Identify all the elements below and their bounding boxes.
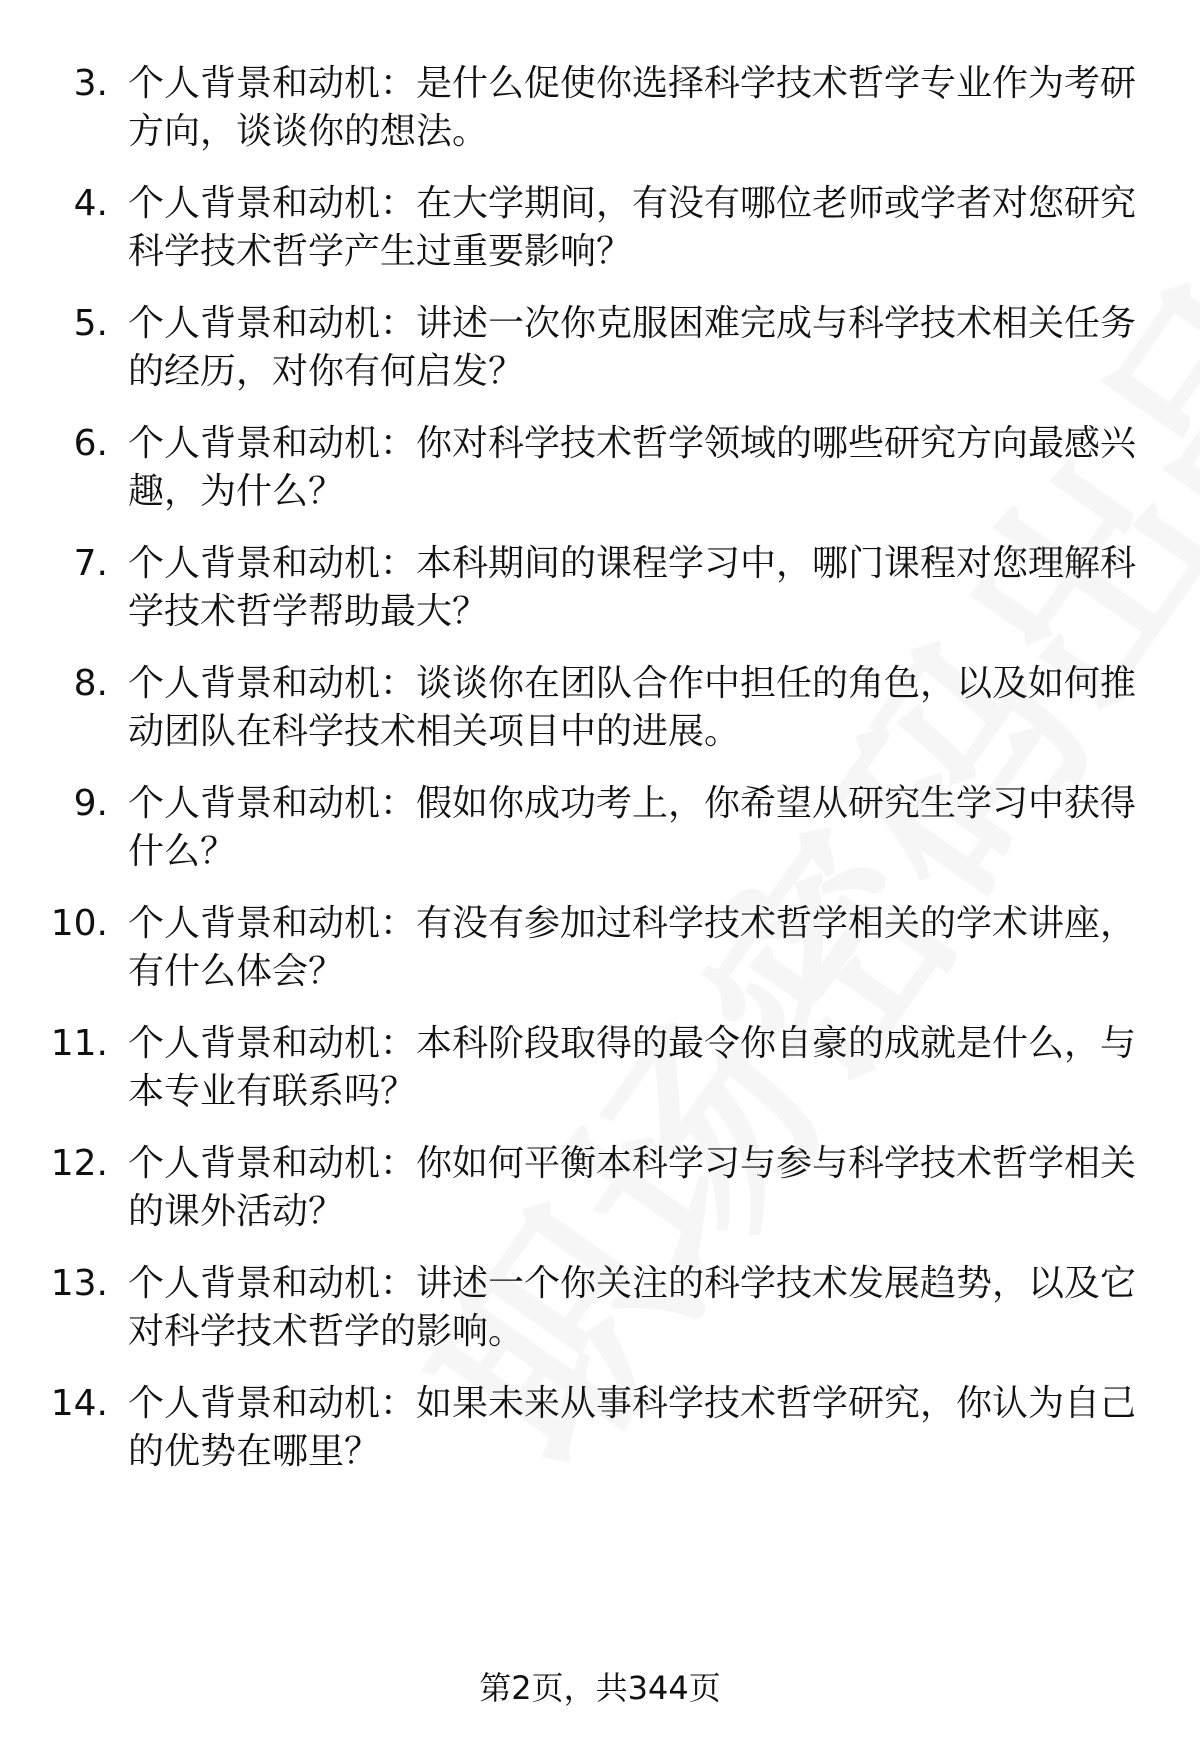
question-text-line: 个人背景和动机：本科阶段取得的最令你自豪的成就是什么，与 (128, 1023, 1137, 1064)
question-text (128, 180, 1138, 276)
question-text-line: 科学技术哲学产生过重要影响？ (128, 231, 633, 272)
question-number: 8. (73, 663, 108, 704)
question-text (128, 300, 1138, 396)
question-text-line: 个人背景和动机：如果未来从事科学技术哲学研究，你认为自己 (128, 1383, 1137, 1424)
question-text-line: 的经历，对你有何启发？ (128, 351, 525, 392)
question-number: 9. (73, 783, 108, 824)
question-text-line: 个人背景和动机：本科期间的课程学习中，哪门课程对您理解科 (128, 543, 1137, 584)
question-number: 11. (50, 1023, 108, 1064)
question-text (128, 540, 1138, 636)
question-text (128, 1020, 1138, 1116)
question-number: 12. (50, 1143, 108, 1184)
question-text (128, 1260, 1138, 1356)
question-text-line: 个人背景和动机：讲述一次你克服困难完成与科学技术相关任务 (128, 303, 1137, 344)
question-text-line: 的优势在哪里？ (128, 1431, 381, 1472)
question-text (128, 1140, 1138, 1236)
question-number: 4. (73, 183, 108, 224)
question-text-line: 有什么体会？ (128, 951, 345, 992)
question-number: 7. (73, 543, 108, 584)
question-text-line: 个人背景和动机：假如你成功考上，你希望从研究生学习中获得 (128, 783, 1137, 824)
question-text-line: 动团队在科学技术相关项目中的进展。 (128, 711, 741, 752)
question-text-line: 方向，谈谈你的想法。 (128, 111, 489, 152)
question-text-line: 个人背景和动机：在大学期间，有没有哪位老师或学者对您研究 (128, 183, 1137, 224)
question-number: 6. (73, 423, 108, 464)
question-text-line: 什么？ (128, 831, 237, 872)
question-text-line: 对科学技术哲学的影响。 (128, 1311, 525, 1352)
question-text-line: 个人背景和动机：是什么促使你选择科学技术哲学专业作为考研 (128, 63, 1137, 104)
question-number: 13. (50, 1263, 108, 1304)
question-text-line: 个人背景和动机：谈谈你在团队合作中担任的角色，以及如何推 (128, 663, 1137, 704)
question-text-line: 个人背景和动机：你对科学技术哲学领域的哪些研究方向最感兴 (128, 423, 1137, 464)
question-text (128, 660, 1138, 756)
question-text (128, 1380, 1138, 1476)
question-text-line: 个人背景和动机：你如何平衡本科学习与参与科学技术哲学相关 (128, 1143, 1137, 1184)
question-text (128, 900, 1138, 996)
question-text (128, 60, 1138, 156)
question-text (128, 780, 1138, 876)
page-footer: 第2页，共344页 (479, 1669, 721, 1707)
question-text (128, 420, 1138, 516)
question-number: 10. (50, 903, 108, 944)
question-text-line: 本专业有联系吗？ (128, 1071, 417, 1112)
question-text-line: 的课外活动？ (128, 1191, 345, 1232)
question-number: 14. (50, 1383, 108, 1424)
question-number: 5. (73, 303, 108, 344)
question-text-line: 个人背景和动机：讲述一个你关注的科学技术发展趋势，以及它 (128, 1263, 1137, 1304)
question-text-line: 趣，为什么？ (128, 471, 345, 512)
question-text-line: 学技术哲学帮助最大？ (128, 591, 489, 632)
question-text-line: 个人背景和动机：有没有参加过科学技术哲学相关的学术讲座， (128, 903, 1137, 944)
question-number: 3. (73, 63, 108, 104)
